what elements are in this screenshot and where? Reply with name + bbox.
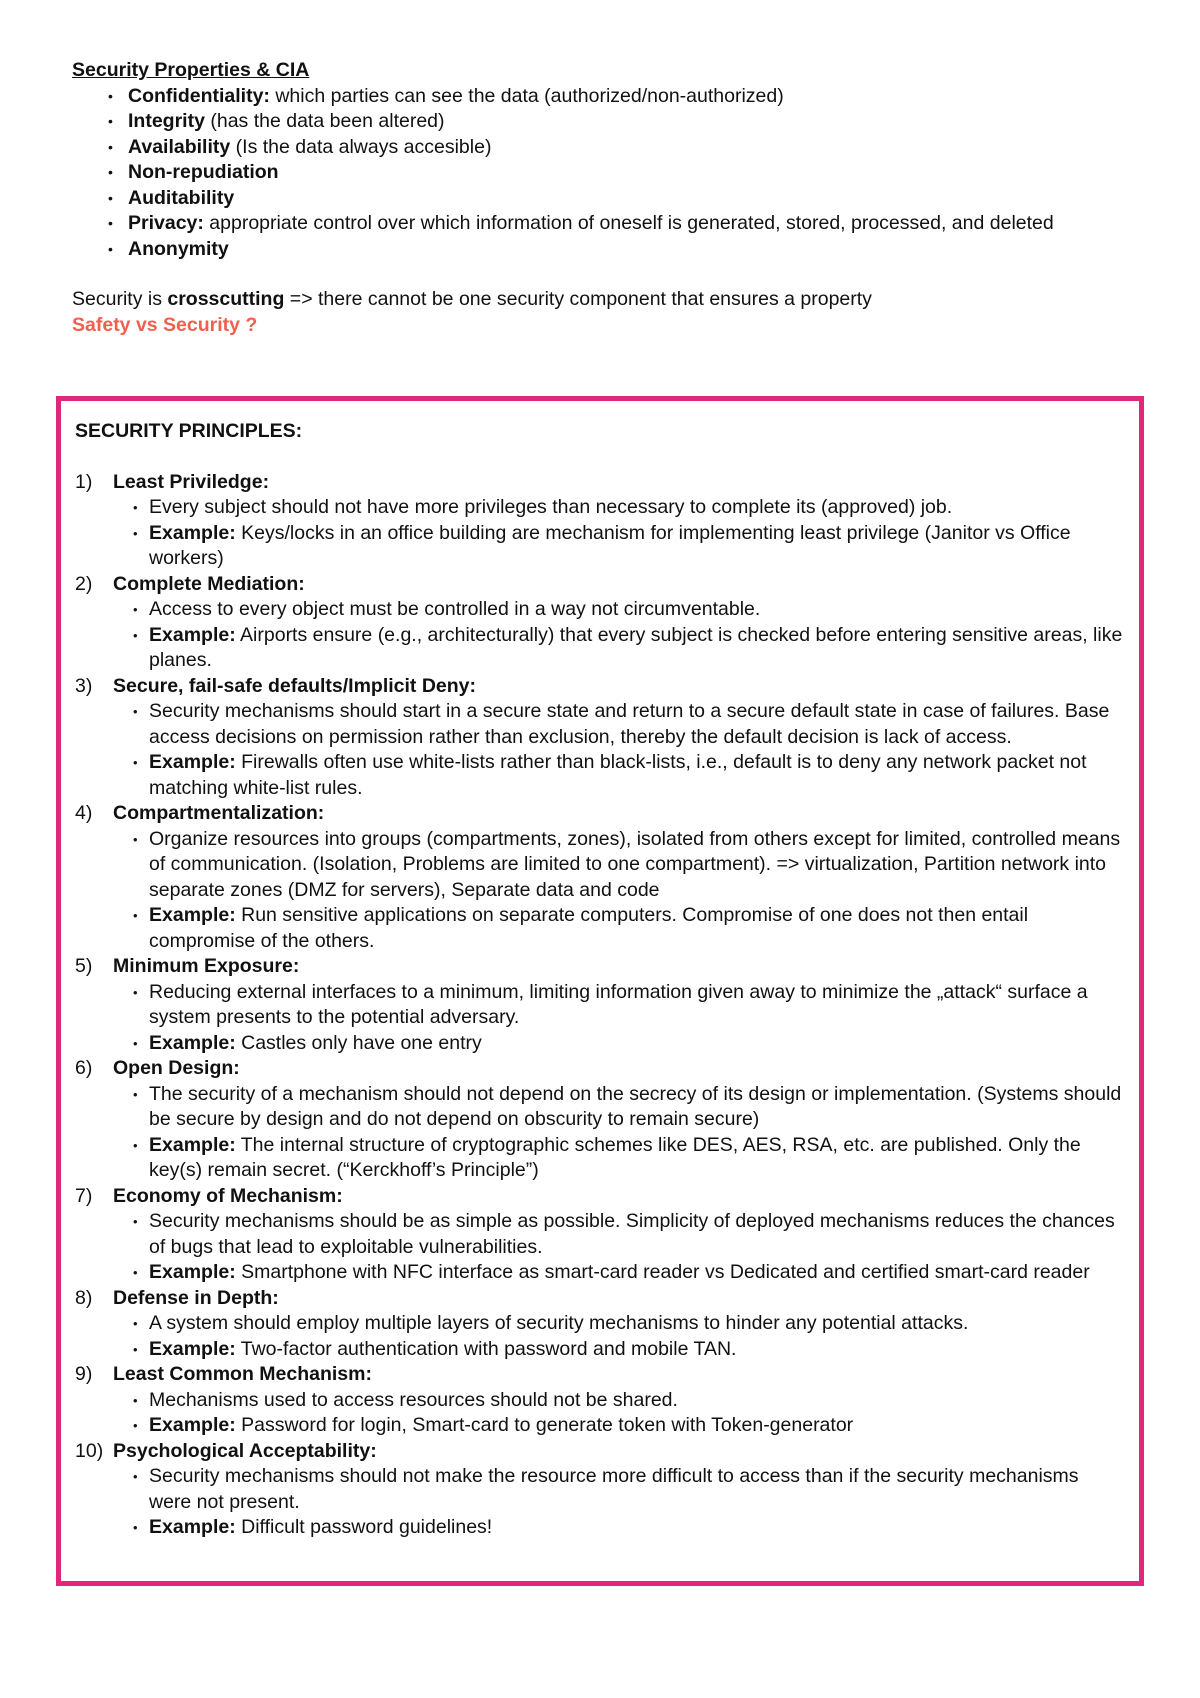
example-label: Example: xyxy=(149,1337,236,1360)
principle-example xyxy=(149,1260,1125,1286)
principle-number: 10) xyxy=(75,1439,104,1462)
principle-item xyxy=(75,1056,1125,1184)
point-text: The security of a mechanism should not depend on the secrecy of its design or implementation. (Systems should be secure by design and do not depend on obscurity to remain secure) xyxy=(149,1082,1122,1130)
principle-points xyxy=(113,1464,1125,1541)
principle-points xyxy=(113,1388,1125,1439)
property-item xyxy=(128,186,1132,212)
principle-item xyxy=(75,1184,1125,1286)
property-item xyxy=(128,109,1132,135)
property-item xyxy=(128,211,1132,237)
point-text: Every subject should not have more privileges than necessary to complete its (approved) job. xyxy=(149,496,953,518)
point-text: Organize resources into groups (compartments, zones), isolated from others except for limited, controlled means of communication. (Isolation, Problems are limited to one compartment). => virtualization, Partition network into separate zones (DMZ for servers), Separate data and code xyxy=(149,827,1121,901)
principle-description xyxy=(149,495,1125,521)
principle-title: Least Common Mechanism: xyxy=(113,1363,372,1385)
example-label: Example: xyxy=(149,1031,236,1054)
principle-item xyxy=(75,1439,1125,1541)
principle-example xyxy=(149,1031,1125,1057)
point-text: Difficult password guidelines! xyxy=(235,1516,493,1538)
principle-number: 4) xyxy=(75,802,93,824)
principle-description xyxy=(149,827,1125,904)
point-text: The internal structure of cryptographic schemes like DES, AES, RSA, etc. are published. Only the key(s) remain secret. (“Kerckhoff’s Principle”) xyxy=(149,1133,1081,1181)
example-label: Example: xyxy=(149,1414,236,1436)
principle-item xyxy=(75,674,1125,802)
principle-description xyxy=(149,1311,1125,1337)
point-text: Firewalls often use white-lists rather than black-lists, i.e., default is to deny any network packet not matching white-list rules. xyxy=(149,751,1087,799)
crosscutting-statement xyxy=(72,287,1132,313)
spacer xyxy=(75,445,1125,470)
cia-heading: Security Properties & CIA xyxy=(72,59,310,81)
property-term: Availability xyxy=(128,135,231,158)
principle-example xyxy=(149,1337,1125,1363)
principle-example xyxy=(149,623,1125,674)
principle-title: Psychological Acceptability: xyxy=(113,1439,377,1462)
point-text: Airports ensure (e.g., architecturally) that every subject is checked before entering sensitive areas, like planes. xyxy=(149,623,1123,671)
point-text: Castles only have one entry xyxy=(235,1031,482,1054)
principle-item xyxy=(75,572,1125,674)
principle-title: Compartmentalization: xyxy=(113,802,325,824)
property-term: Anonymity xyxy=(128,237,229,260)
principle-number: 7) xyxy=(75,1184,93,1207)
property-item xyxy=(128,84,1132,110)
crosscut-term: crosscutting xyxy=(167,288,285,310)
example-label: Example: xyxy=(149,521,236,544)
property-item xyxy=(128,135,1132,161)
crosscut-prefix: Security is xyxy=(72,288,168,310)
principle-points xyxy=(113,980,1125,1057)
principle-title: Minimum Exposure: xyxy=(113,955,300,977)
principle-title: Defense in Depth: xyxy=(113,1286,279,1309)
point-text: Run sensitive applications on separate computers. Compromise of one does not then entail compromise of the others. xyxy=(149,904,1029,952)
principle-number: 1) xyxy=(75,470,93,493)
principle-description xyxy=(149,1464,1125,1515)
property-term: Privacy: xyxy=(128,212,204,234)
point-text: A system should employ multiple layers of security mechanisms to hinder any potential attacks. xyxy=(149,1312,969,1334)
property-term: Integrity xyxy=(128,110,205,132)
principle-description xyxy=(149,597,1125,623)
principle-points xyxy=(113,1082,1125,1184)
principle-description xyxy=(149,980,1125,1031)
example-label: Example: xyxy=(149,623,236,646)
principle-item xyxy=(75,470,1125,572)
property-term: Auditability xyxy=(128,186,235,209)
principle-number: 5) xyxy=(75,955,93,977)
property-term: Confidentiality: xyxy=(128,84,270,107)
example-label: Example: xyxy=(149,904,236,926)
point-text: Security mechanisms should be as simple as possible. Simplicity of deployed mechanisms reduces the chances of bugs that lead to exploitable vulnerabilities. xyxy=(149,1210,1115,1258)
principle-points xyxy=(113,495,1125,572)
principle-number: 2) xyxy=(75,572,93,595)
safety-vs-security-question: Safety vs Security ? xyxy=(72,313,258,336)
principle-title: Economy of Mechanism: xyxy=(113,1184,343,1207)
security-principles-box xyxy=(56,396,1144,1586)
principle-item xyxy=(75,954,1125,1056)
principle-example xyxy=(149,1133,1125,1184)
principles-title: SECURITY PRINCIPLES: xyxy=(75,420,303,442)
property-desc: (has the data been altered) xyxy=(204,110,445,132)
principle-title: Secure, fail-safe defaults/Implicit Deny: xyxy=(113,674,477,697)
property-item xyxy=(128,160,1132,186)
principle-points xyxy=(113,597,1125,674)
point-text: Security mechanisms should start in a secure state and return to a secure default state in case of failures. Base access decisions on permission rather than exclusion, thereby the default decision is lack of access. xyxy=(149,700,1110,748)
principles-content xyxy=(75,419,1125,1541)
property-term: Non-repudiation xyxy=(128,161,279,183)
principle-number: 6) xyxy=(75,1057,93,1079)
principle-description xyxy=(149,699,1125,750)
point-text: Keys/locks in an office building are mechanism for implementing least privilege (Janitor vs Office workers) xyxy=(149,521,1071,569)
property-item xyxy=(128,237,1132,263)
point-text: Access to every object must be controlled in a way not circumventable. xyxy=(149,598,761,620)
principle-description xyxy=(149,1209,1125,1260)
point-text: Mechanisms used to access resources should not be shared. xyxy=(149,1388,678,1411)
principle-item xyxy=(75,1362,1125,1439)
principle-points xyxy=(113,1311,1125,1362)
point-text: Password for login, Smart-card to generate token with Token-generator xyxy=(235,1414,854,1436)
principle-title: Open Design: xyxy=(113,1057,240,1079)
cia-section xyxy=(72,58,1132,338)
principle-points xyxy=(113,1209,1125,1286)
principle-title: Complete Mediation: xyxy=(113,572,305,595)
cia-property-list xyxy=(72,84,1132,263)
principle-description xyxy=(149,1388,1125,1414)
principle-example xyxy=(149,1515,1125,1541)
example-label: Example: xyxy=(149,1516,236,1538)
property-desc: appropriate control over which information of oneself is generated, stored, processed, and deleted xyxy=(203,212,1054,234)
example-label: Example: xyxy=(149,751,236,773)
principle-points xyxy=(113,827,1125,955)
example-label: Example: xyxy=(149,1261,236,1283)
principle-points xyxy=(113,699,1125,801)
principles-list xyxy=(75,470,1125,1541)
principle-example xyxy=(149,1413,1125,1439)
principle-item xyxy=(75,801,1125,954)
example-label: Example: xyxy=(149,1133,236,1156)
crosscut-suffix: => there cannot be one security component that ensures a property xyxy=(284,288,872,310)
property-desc: which parties can see the data (authorized/non-authorized) xyxy=(269,84,784,107)
point-text: Two-factor authentication with password and mobile TAN. xyxy=(235,1337,737,1360)
point-text: Reducing external interfaces to a minimum, limiting information given away to minimize the „attack“ surface a system presents to the potential adversary. xyxy=(149,980,1088,1028)
principle-number: 8) xyxy=(75,1286,93,1309)
principle-description xyxy=(149,1082,1125,1133)
principle-item xyxy=(75,1286,1125,1363)
principle-number: 3) xyxy=(75,674,93,697)
principle-example xyxy=(149,903,1125,954)
spacer xyxy=(72,262,1132,287)
principle-number: 9) xyxy=(75,1363,93,1385)
principle-example xyxy=(149,750,1125,801)
point-text: Security mechanisms should not make the resource more difficult to access than if the security mechanisms were not present. xyxy=(149,1465,1079,1513)
principle-title: Least Priviledge: xyxy=(113,470,270,493)
principle-example xyxy=(149,521,1125,572)
property-desc: (Is the data always accesible) xyxy=(230,135,492,158)
point-text: Smartphone with NFC interface as smart-card reader vs Dedicated and certified smart-card reader xyxy=(235,1261,1090,1283)
